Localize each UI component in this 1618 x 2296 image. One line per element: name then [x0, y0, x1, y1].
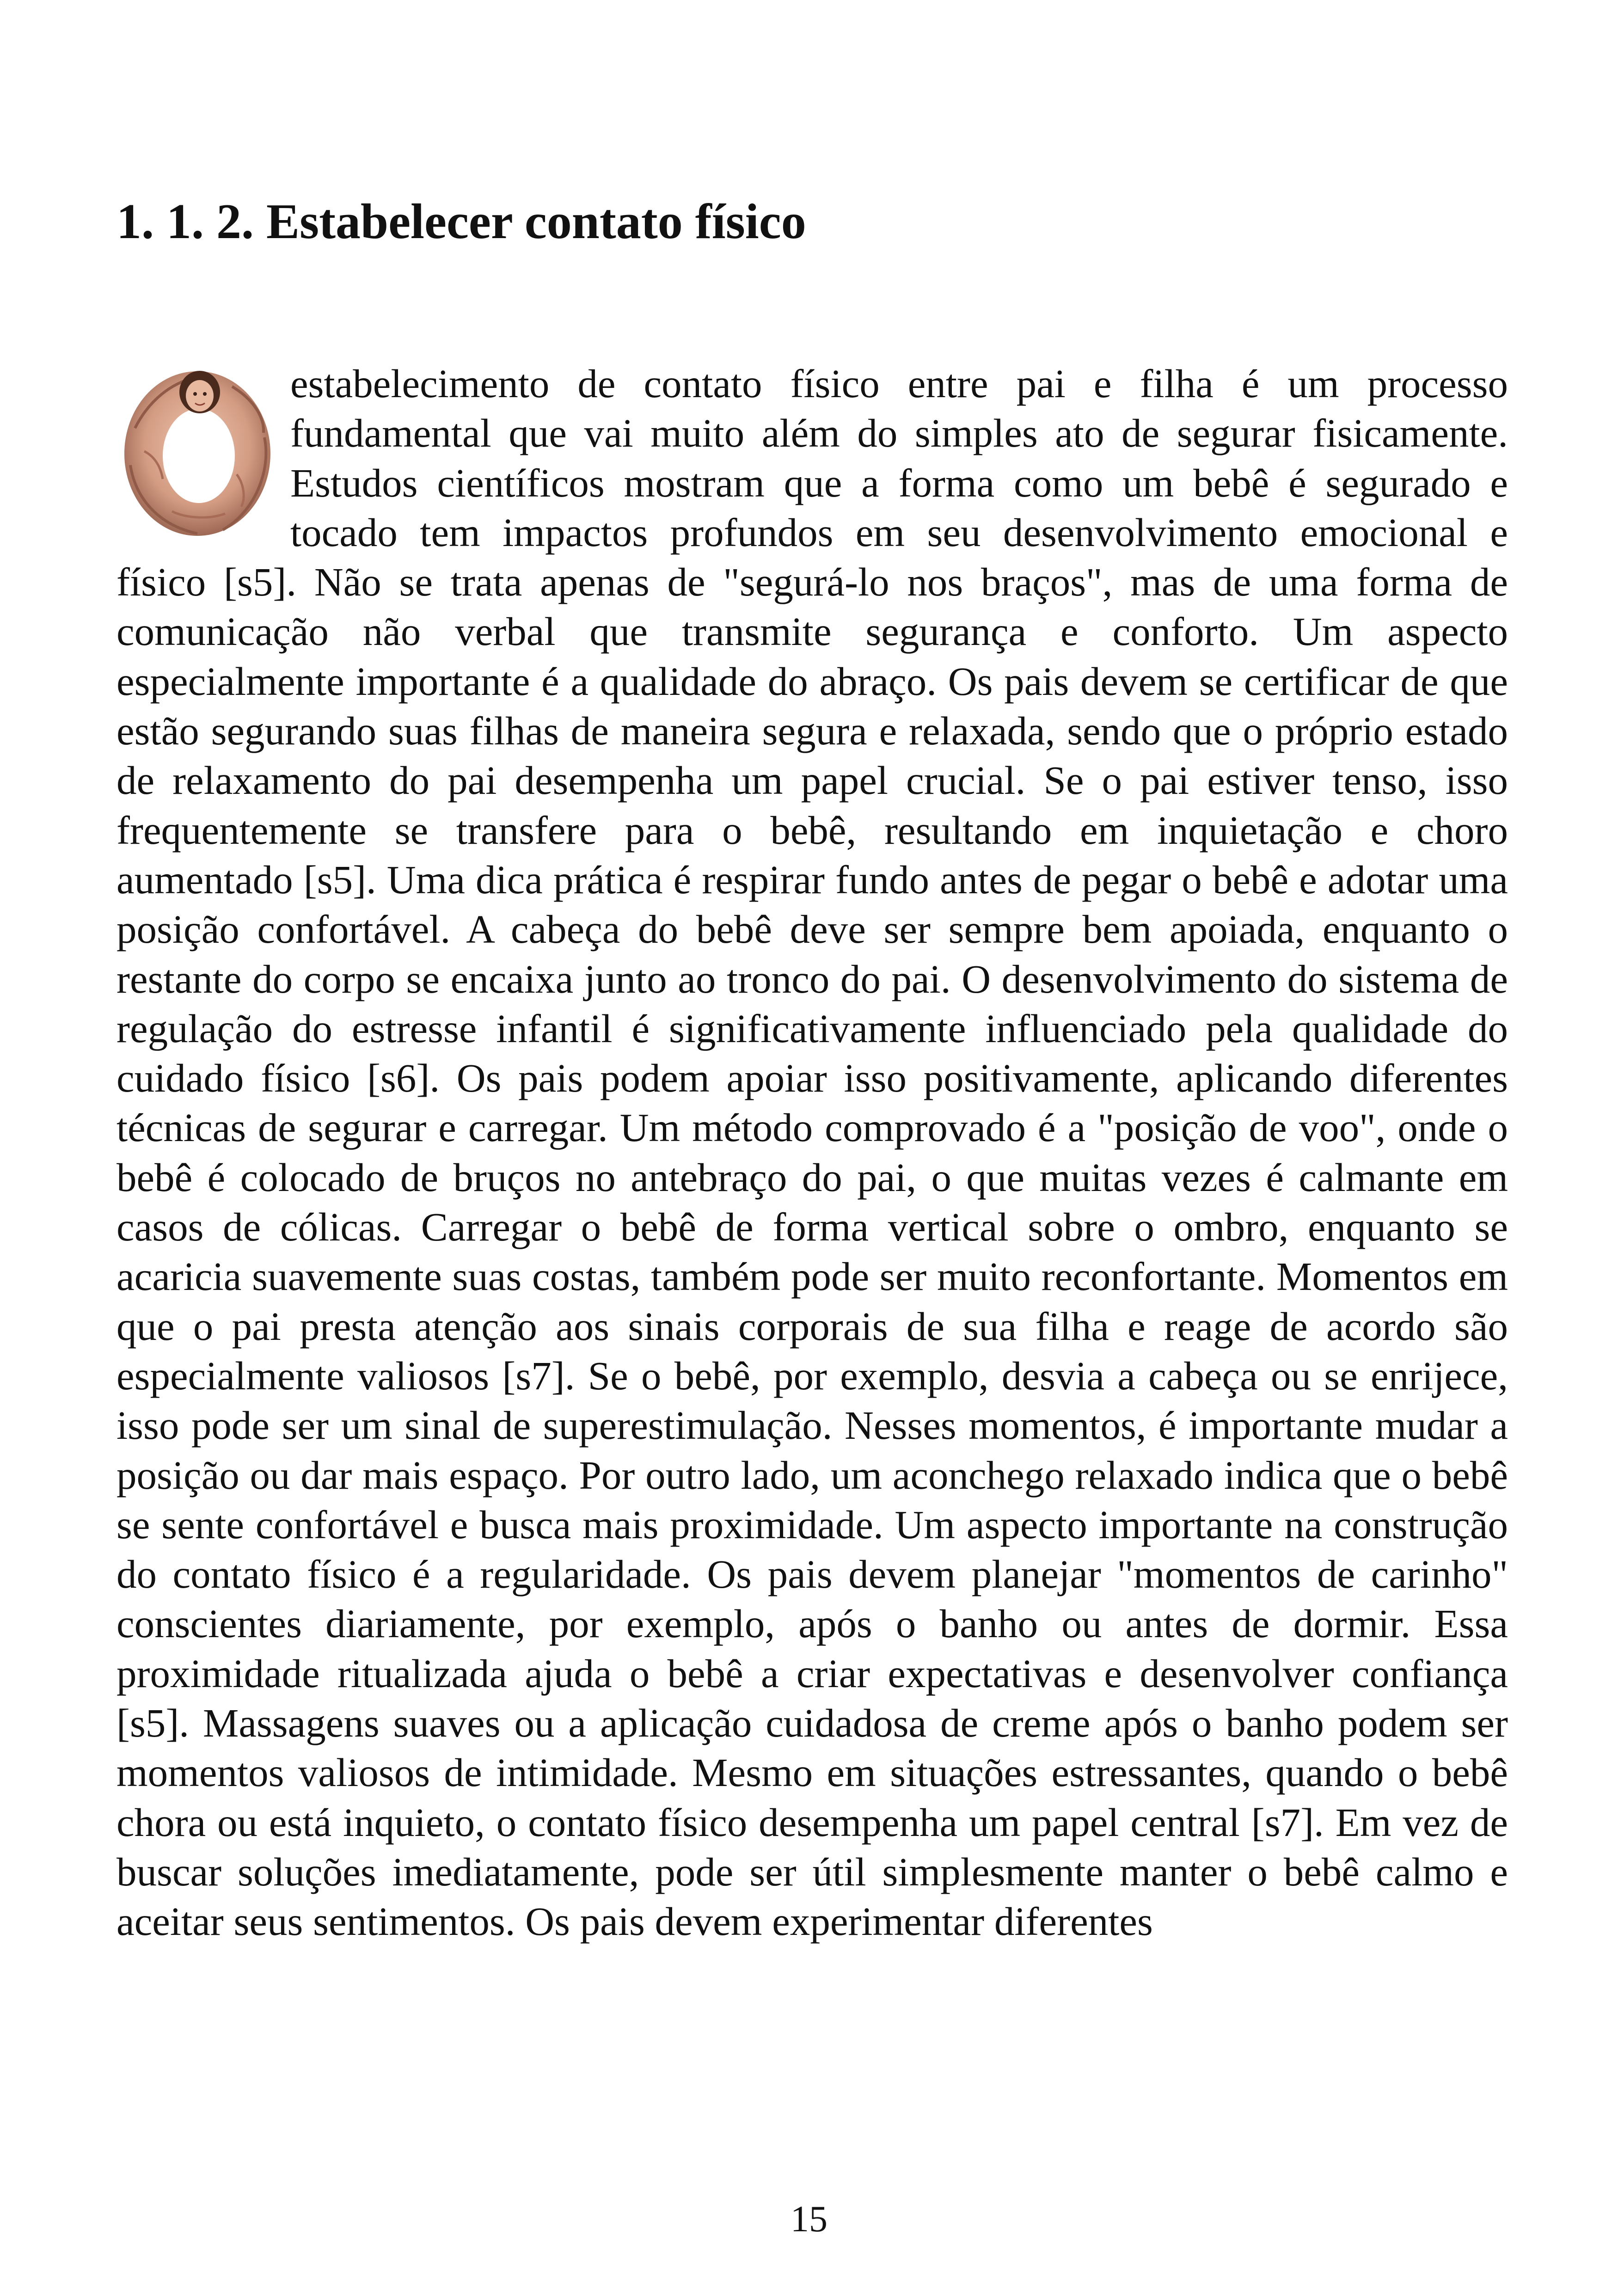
paragraph-text: estabelecimento de contato físico entre pai e filha é um processo fundamental que vai muito além do simples ato de segurar fisicamente. Estudos científicos mostram que a forma como um bebê é segurado e tocado tem impactos profundos em seu desenvolvimento emocional e físico [s5]. Não se trata apenas de "segurá-lo nos braços", mas de uma forma de comunicação não verbal que transmite segurança e conforto. Um aspecto especialmente importante é a qualidade do abraço. Os pais devem se certificar de que estão segurando suas filhas de maneira segura e relaxada, sendo que o próprio estado de relaxamento do pai desempenha um papel crucial. Se o pai estiver tenso, isso frequentemente se transfere para o bebê, resultando em inquietação e choro aumentado [s5]. Uma dica prática é respirar fundo antes de pegar o bebê e adotar uma posição confortável. A cabeça do bebê deve ser sempre bem apoiada, enquanto o restante do corpo se encaixa junto ao tronco do pai. O desenvolvimento do sistema de regulação do estresse infantil é significativamente influenciado pela qualidade do cuidado físico [s6]. Os pais podem apoiar isso positivamente, aplicando diferentes técnicas de segurar e carregar. Um método comprovado é a "posição de voo", onde o bebê é colocado de bruços no antebraço do pai, o que muitas vezes é calmante em casos de cólicas. Carregar o bebê de forma vertical sobre o ombro, enquanto se acaricia suavemente suas costas, também pode ser muito reconfortante. Momentos em que o pai presta atenção aos sinais corporais de sua filha e reage de acordo são especialmente valiosos [s7]. Se o bebê, por exemplo, desvia a cabeça ou se enrijece, isso pode ser um sinal de superestimulação. Nesses momentos, é importante mudar a posição ou dar mais espaço. Por outro lado, um aconchego relaxado indica que o bebê se sente confortável e busca mais proximidade. Um aspecto importante na construção do contato físico é a regularidade. Os pais devem planejar "momentos de carinho" conscientes diariamente, por exemplo, após o banho ou antes de dormir. Essa proximidade ritualizada ajuda o bebê a criar expectativas e desenvolver confiança [s5]. Massagens suaves ou a aplicação cuidadosa de creme após o banho podem ser momentos valiosos de intimidade. Mesmo em situações estressantes, quando o bebê chora ou está inquieto, o contato físico desempenha um papel central [s7]. Em vez de buscar soluções imediatamente, pode ser útil simplesmente manter o bebê calmo e aceitar seus sentimentos. Os pais devem experimentar diferentes: [116, 361, 1508, 1944]
illustrated-letter-o-icon: [116, 359, 278, 541]
body-paragraph: [116, 359, 1508, 1946]
page-number: 15: [791, 2199, 827, 2240]
section-heading: 1. 1. 2. Estabelecer contato físico: [116, 194, 806, 249]
